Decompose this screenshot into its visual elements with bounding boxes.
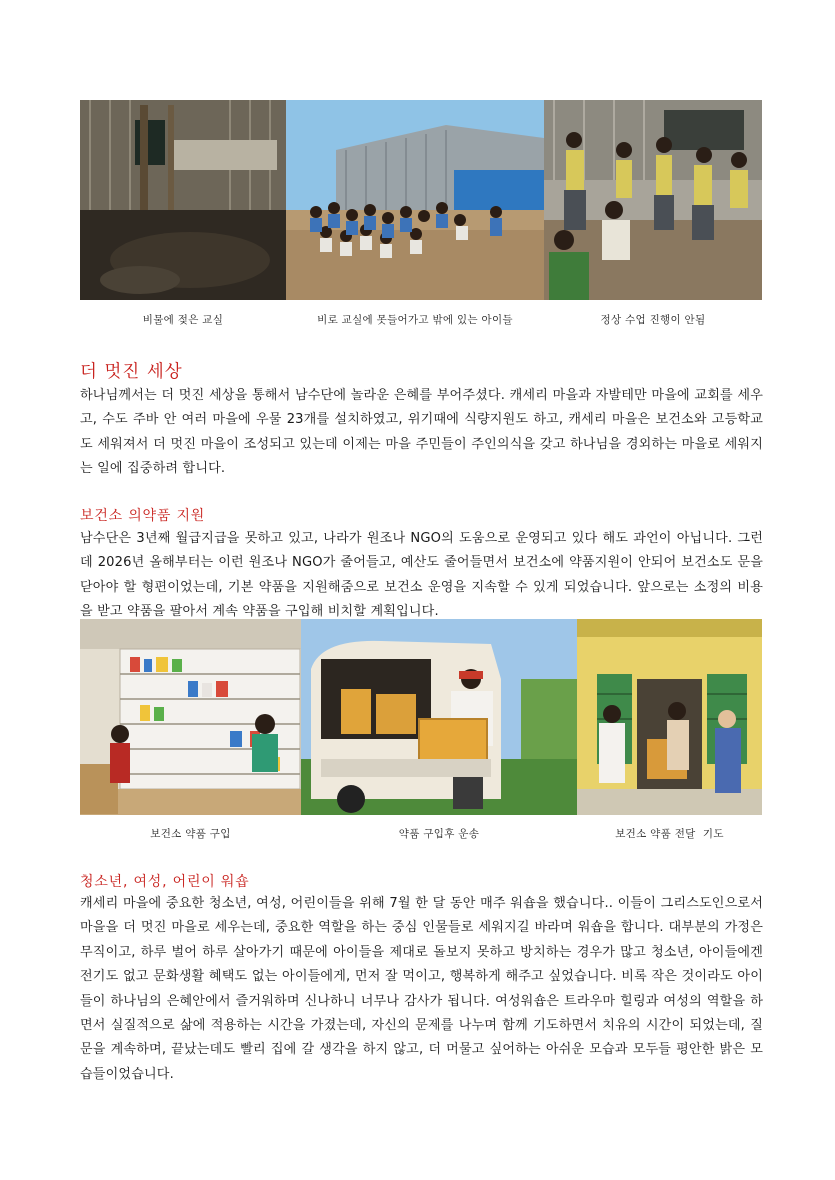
caption-children-outside: 비로 교실에 못들어가고 밖에 있는 아이들 xyxy=(317,314,513,326)
caption-medicine-transport: 약품 구입후 운송 xyxy=(398,828,480,840)
photo-row-mid xyxy=(80,619,762,815)
section-medicine-paragraph: 남수단은 3년째 월급지급을 못하고 있고, 나라가 원조나 NGO의 도움으로 운영되고 있다 해도 과언이 아닙니다. 그런데 2026년 올해부터는 이런 원조나 NGO가 줄어들고, 예산도 줄어들면서 보건소에 약품지원이 안되어 보건소도 문을 닫아야 할 형편이었는데, 기본 약품을 지원해줌으로 보건소 운영을 지속할 수 있게 되었습니다. 앞으로는 소정의 비용을 받고 약품을 팔아서 계속 약품을 구입해 비치할 계획입니다. xyxy=(80,531,763,620)
photo-no-class xyxy=(544,100,762,300)
section-workshop-paragraph: 캐세리 마을에 중요한 청소년, 여성, 어린이들을 위해 7월 한 달 동안 매주 워숍을 했습니다.. 이들이 그리스도인으로서 마을을 더 멋진 마을로 세우는데, 중요한 역할을 하는 중심 인물들로 세워지길 바라며 워숍을 합니다. 대부분의 가정은 무직이고, 하루 벌어 하루 살아가기 때문에 아이들을 제대로 돌보지 못하고 방치하는 경우가 많고 청소년, 아이들에겐 전기도 없고 문화생활 혜택도 없는 아이들에게, 먼저 잘 먹이고, 행복하게 해주고 싶었습니다. 비록 작은 것이라도 아이들이 하나님의 은혜안에서 즐거워하며 신나하니 너무나 감사가 됩니다. 여성워숍은 트라우마 힐링과 여성의 역할을 하면서 실질적으로 삶에 적용하는 시간을 가졌는데, 자신의 문제를 나누며 함께 기도하면서 치유의 시간이 되었는데, 질문을 계속하며, 끝났는데도 빨리 집에 갈 생각을 하지 않고, 더 머물고 싶어하는 아쉬운 모습과 모두들 평안한 밝은 모습들이었습니다. xyxy=(80,896,763,1082)
photo-medicine-delivery xyxy=(577,619,762,815)
photo-medicine-purchase xyxy=(80,619,301,815)
section-title-main: 더 멋진 세상 xyxy=(80,362,183,382)
photo-wet-classroom xyxy=(80,100,286,300)
section-title-workshop: 청소년, 여성, 어린이 워숍 xyxy=(80,874,250,890)
captions-top xyxy=(80,312,762,327)
section-main-paragraph: 하나님께서는 더 멋진 세상을 통해서 남수단에 놀라운 은혜를 부어주셨다. 캐세리 마을과 자발테만 마을에 교회를 세우고, 수도 주바 안 여러 마을에 우물 23개를 설치하였고, 위기때에 식량지원도 하고, 캐세리 마을은 보건소와 고등학교도 세워져서 더 멋진 마을이 조성되고 있는데 이제는 마을 주민들이 주인의식을 갖고 하나님을 경외하는 마을로 세워지는 일에 집중하려 합니다. xyxy=(80,388,763,477)
captions-mid xyxy=(80,826,762,841)
caption-medicine-purchase: 보건소 약품 구입 xyxy=(150,828,231,840)
caption-no-class: 정상 수업 진행이 안됨 xyxy=(600,314,706,326)
photo-children-outside xyxy=(286,100,544,300)
section-title-medicine: 보건소 의약품 지원 xyxy=(80,508,206,524)
photo-row-top xyxy=(80,100,762,300)
caption-medicine-delivery: 보건소 약품 전달 기도 xyxy=(615,828,724,840)
photo-medicine-transport xyxy=(301,619,577,815)
caption-wet-classroom: 비물에 젖은 교실 xyxy=(142,314,224,326)
